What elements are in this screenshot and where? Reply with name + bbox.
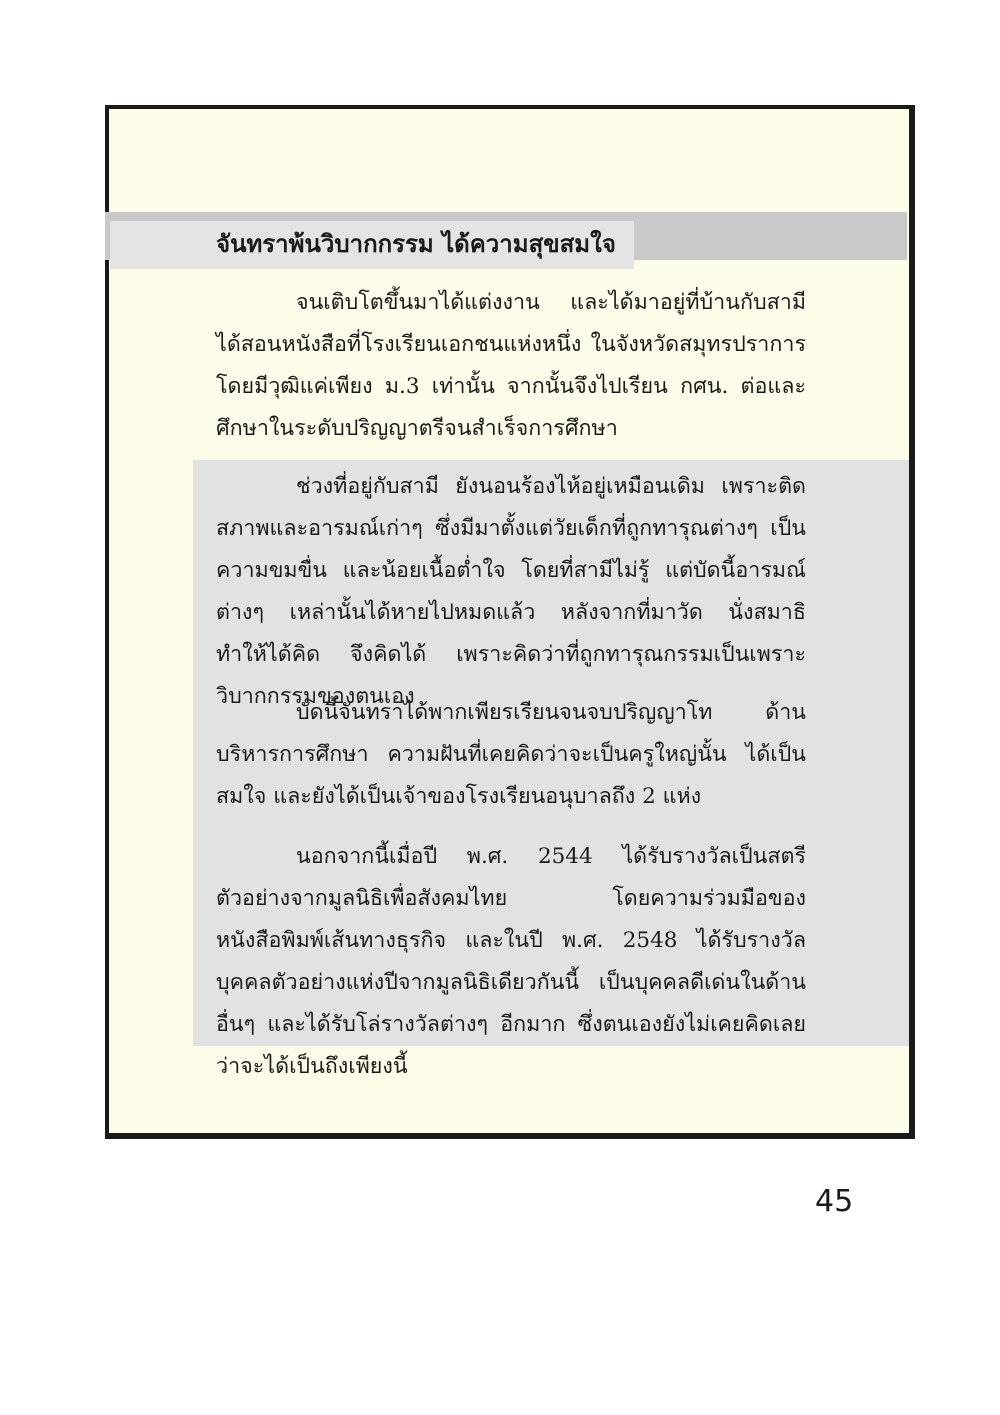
paragraph-2: ช่วงที่อยู่กับสามี ยังนอนร้องไห้อยู่เหมือนเดิม เพราะติดสภาพและอารมณ์เก่าๆ ซึ่งมีมาตั้งแต่วัยเด็กที่ถูกทารุณต่างๆ เป็นความขมขื่น และน้อยเนื้อต่ำใจ โดยที่สามีไม่รู้ แต่บัดนี้อารมณ์ต่างๆ เหล่านั้นได้หายไปหมดแล้ว หลังจากที่มาวัด นั่งสมาธิ ทำให้ได้คิด จึงคิดได้ เพราะคิดว่าที่ถูกทารุณกรรมเป็นเพราะวิบากกรรมของตนเอง xyxy=(216,474,806,709)
paragraph-4: นอกจากนี้เมื่อปี พ.ศ. 2544 ได้รับรางวัลเป็นสตรีตัวอย่างจากมูลนิธิเพื่อสังคมไทย โดยความร่วมมือของหนังสือพิมพ์เส้นทางธุรกิจ และในปี พ.ศ. 2548 ได้รับรางวัลบุคคลตัวอย่างแห่งปีจากมูลนิธิเดียวกันนี้ เป็นบุคคลดีเด่นในด้านอื่นๆ และได้รับโล่รางวัลต่างๆ อีกมาก ซึ่งตนเองยังไม่เคยคิดเลยว่าจะได้เป็นถึงเพียงนี้ xyxy=(216,844,806,1079)
paragraph-1: จนเติบโตขึ้นมาได้แต่งงาน และได้มาอยู่ที่บ้านกับสามี ได้สอนหนังสือที่โรงเรียนเอกชนแห่งหนึ่ง ในจังหวัดสมุทรปราการ โดยมีวุฒิแค่เพียง ม.3 เท่านั้น จากนั้นจึงไปเรียน กศน. ต่อและศึกษาในระดับปริญญาตรีจนสำเร็จการศึกษา xyxy=(216,290,806,441)
paragraph-3: บัดนี้จันทราได้พากเพียรเรียนจนจบปริญญาโท ด้านบริหารการศึกษา ความฝันที่เคยคิดว่าจะเป็นครูใหญ่นั้น ได้เป็นสมใจ และยังได้เป็นเจ้าของโรงเรียนอนุบาลถึง 2 แห่ง xyxy=(216,700,806,809)
section-heading: จันทราพ้นวิบากกรรม ได้ความสุขสมใจ xyxy=(216,229,616,258)
page-number: 45 xyxy=(815,1184,854,1219)
